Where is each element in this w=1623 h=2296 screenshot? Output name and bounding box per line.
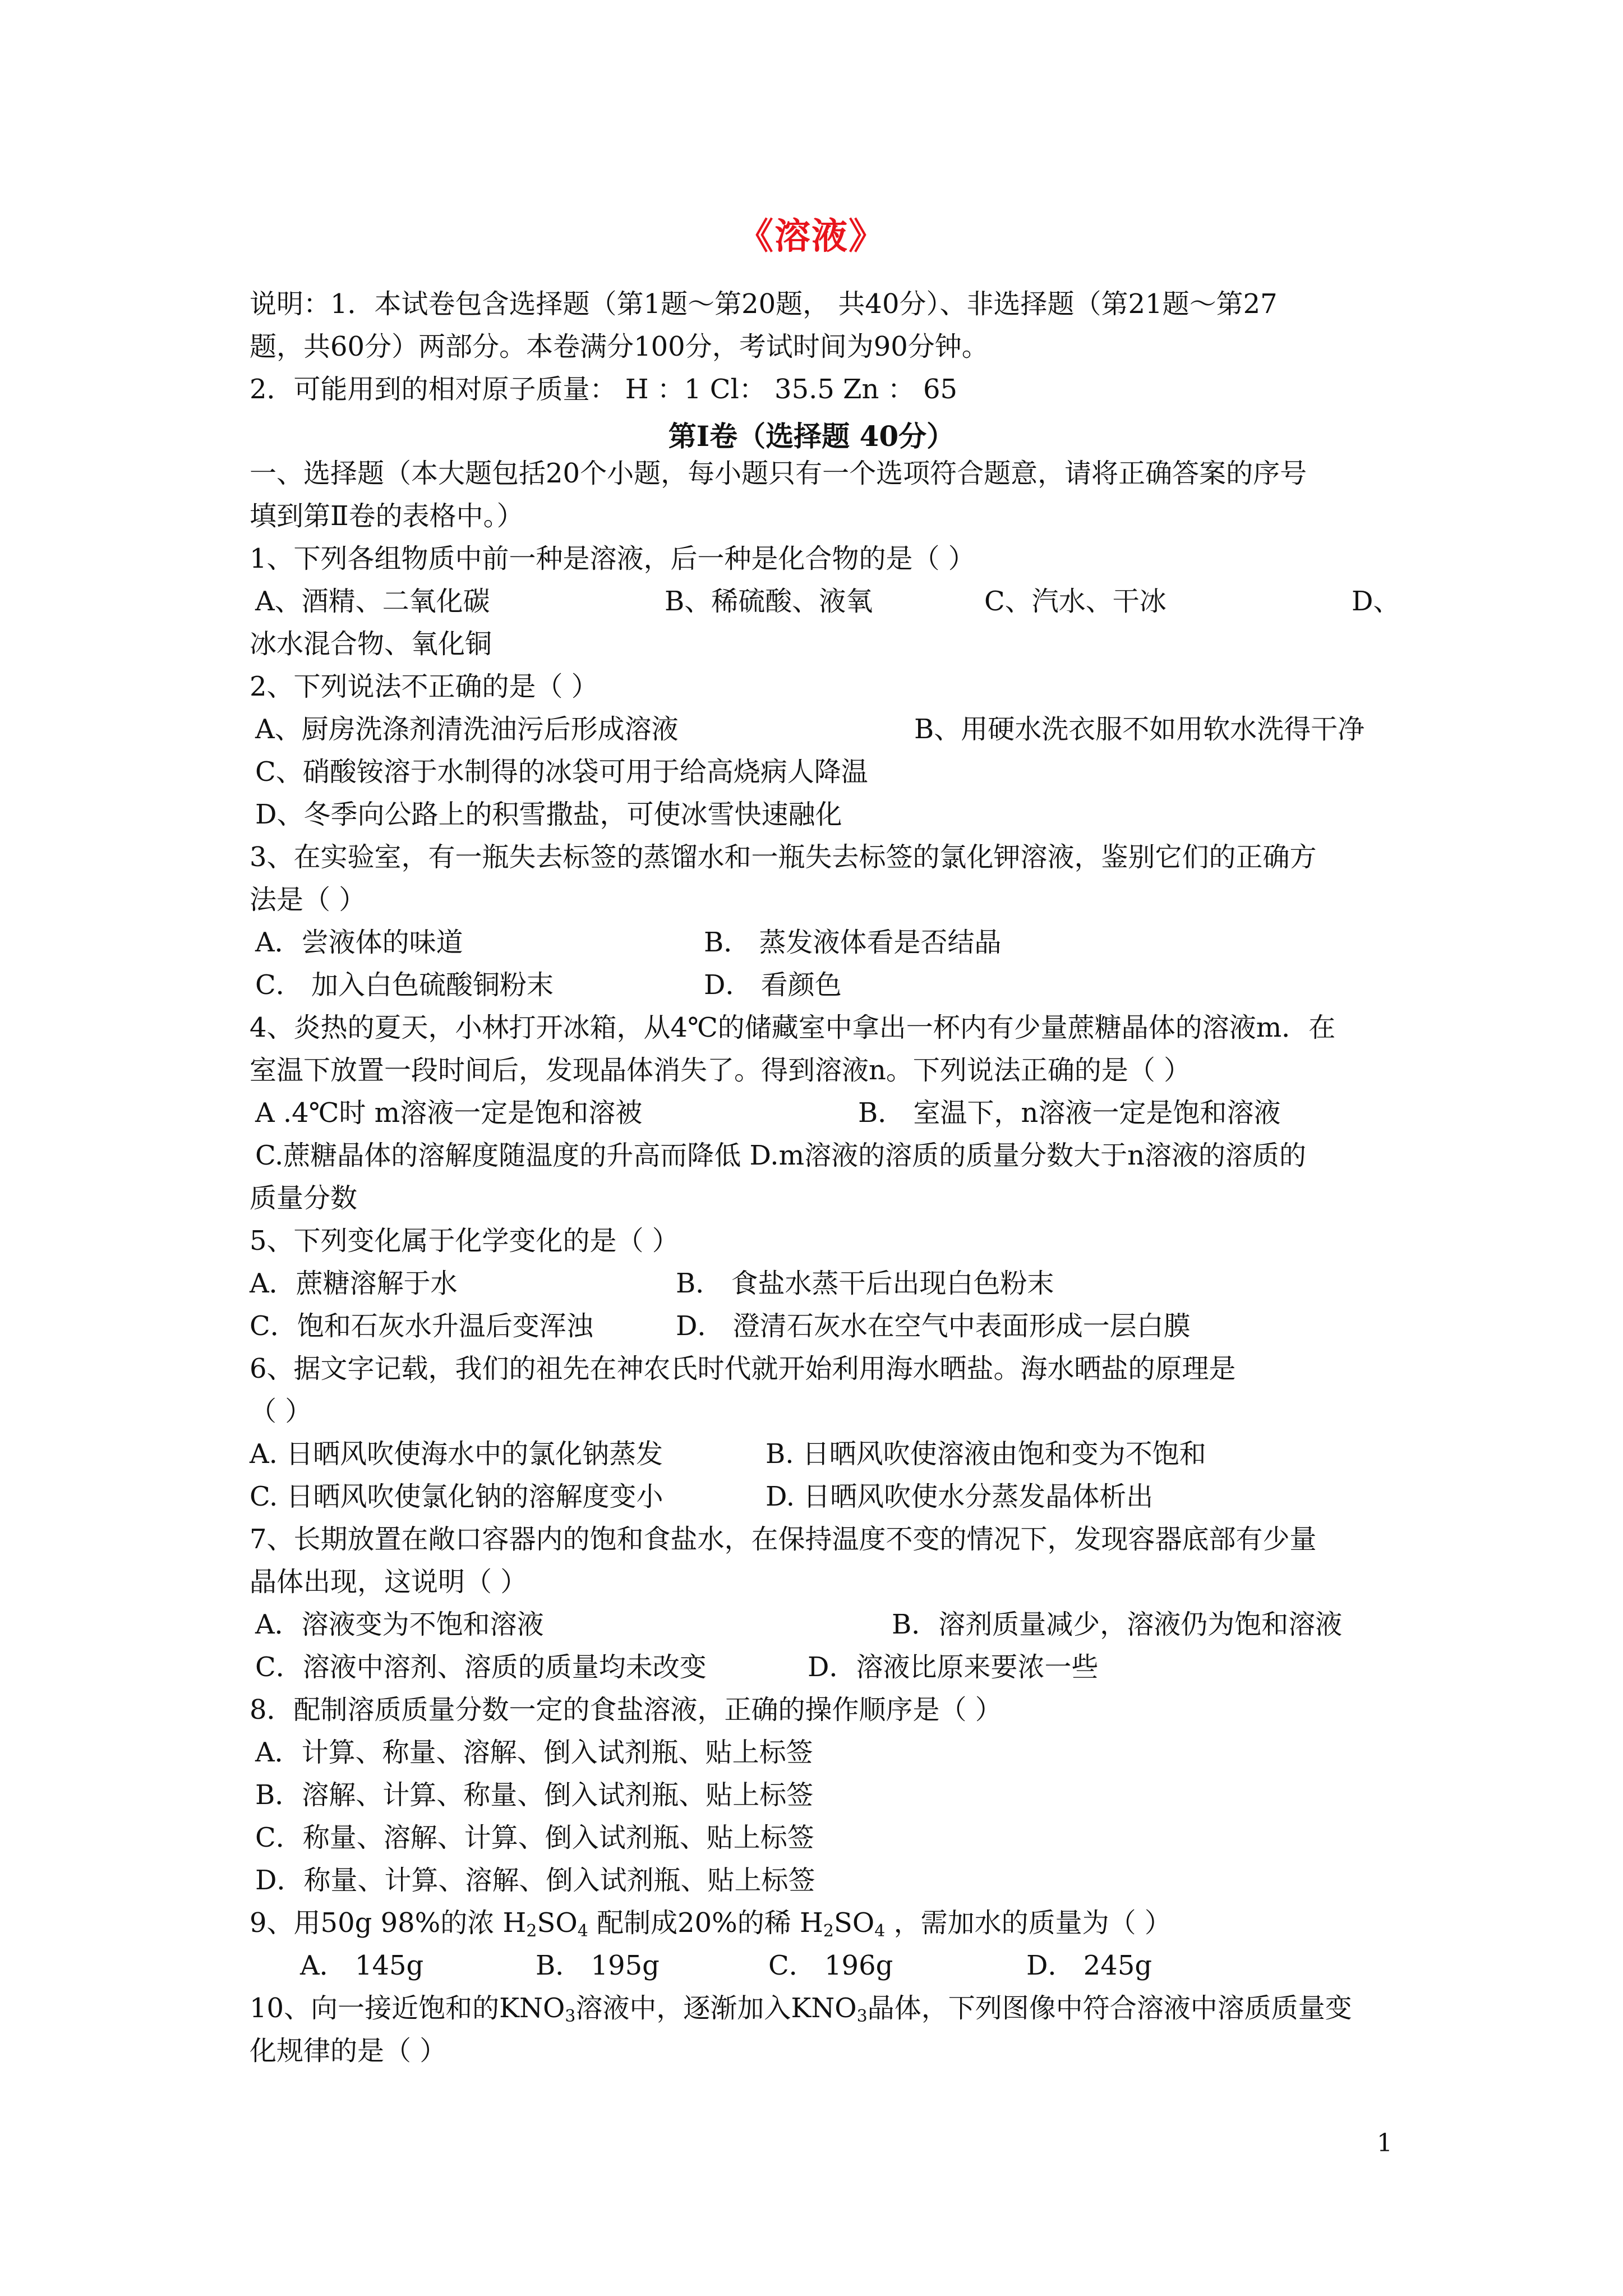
q7-option-c: C．溶液中溶剂、溶质的质量均未改变 (255, 1651, 707, 1683)
q8-stem: 8．配制溶质质量分数一定的食盐溶液，正确的操作顺序是（ ） (250, 1694, 1002, 1726)
q5-option-b: B． 食盐水蒸干后出现白色粉末 (676, 1268, 1054, 1299)
q9-subscript: 2 (823, 1921, 834, 1941)
q1-option-d-cont: 冰水混合物、氧化铜 (250, 628, 492, 660)
q3-option-a: A．尝液体的味道 (255, 927, 463, 958)
q5-option-a: A．蔗糖溶解于水 (250, 1268, 458, 1299)
page-number: 1 (1377, 2129, 1393, 2157)
q4-stem-2: 室温下放置一段时间后，发现晶体消失了。得到溶液n。下列说法正确的是（ ） (250, 1055, 1191, 1086)
q10-subscript: 3 (856, 2007, 868, 2026)
q8-option-c: C．称量、溶解、计算、倒入试剂瓶、贴上标签 (255, 1822, 814, 1853)
q9-stem-part: 配制成20%的稀 H (588, 1907, 823, 1939)
q9-stem-part: 9、用50g 98%的浓 H (250, 1907, 527, 1939)
q3-option-d: D． 看颜色 (704, 969, 842, 1001)
q2-option-c: C、硝酸铵溶于水制得的冰袋可用于给高烧病人降温 (255, 756, 868, 788)
q7-option-d: D．溶液比原来要浓一些 (808, 1651, 1099, 1683)
q6-option-c: C. 日晒风吹使氯化钠的溶解度变小 (250, 1481, 663, 1512)
q2-option-d: D、冬季向公路上的积雪撒盐，可使冰雪快速融化 (255, 799, 842, 830)
section-title: 第Ⅰ卷（选择题 40分） (668, 420, 955, 453)
q7-stem-2: 晶体出现，这说明（ ） (250, 1566, 528, 1598)
q1-option-b: B、稀硫酸、液氧 (665, 586, 873, 617)
q9-option-c: C． 196g (768, 1950, 893, 1981)
q1-stem: 1、下列各组物质中前一种是溶液，后一种是化合物的是（ ） (250, 543, 975, 574)
q3-stem-2: 法是（ ） (250, 884, 366, 915)
q10-stem-part: 晶体，下列图像中符合溶液中溶质质量变 (867, 1993, 1352, 2024)
q4-option-d-cont: 质量分数 (250, 1182, 358, 1214)
q8-option-a: A．计算、称量、溶解、倒入试剂瓶、贴上标签 (255, 1737, 813, 1768)
q2-option-a: A、厨房洗涤剂清洗油污后形成溶液 (255, 714, 679, 745)
q9-subscript: 2 (526, 1921, 537, 1941)
q4-option-b: B． 室温下，n溶液一定是饱和溶液 (858, 1097, 1281, 1129)
q1-option-d: D、 (1352, 586, 1400, 617)
q7-option-b: B．溶剂质量减少，溶液仍为饱和溶液 (892, 1609, 1343, 1640)
q3-option-c: C． 加入白色硫酸铜粉末 (255, 969, 554, 1001)
part1-line-1: 一、选择题（本大题包括20个小题，每小题只有一个选项符合题意，请将正确答案的序号 (250, 458, 1307, 489)
q9-stem-part: SO (834, 1907, 875, 1939)
q10-stem-1 (250, 1991, 1352, 2025)
q5-option-d: D． 澄清石灰水在空气中表面形成一层白膜 (676, 1310, 1191, 1342)
part1-line-2: 填到第Ⅱ卷的表格中。） (250, 500, 524, 532)
q4-option-a: A .4℃时 m溶液一定是饱和溶被 (255, 1097, 643, 1129)
q5-option-c: C．饱和石灰水升温后变浑浊 (250, 1310, 593, 1342)
q9-subscript: 4 (577, 1921, 588, 1941)
q6-option-b: B. 日晒风吹使溶液由饱和变为不饱和 (766, 1438, 1206, 1470)
q4-stem-1: 4、炎热的夏天，小林打开冰箱，从4℃的储藏室中拿出一杯内有少量蔗糖晶体的溶液m．在 (250, 1012, 1336, 1043)
q10-subscript: 3 (565, 2007, 576, 2026)
q2-stem: 2、下列说法不正确的是（ ） (250, 671, 598, 702)
q7-stem-1: 7、长期放置在敞口容器内的饱和食盐水，在保持温度不变的情况下，发现容器底部有少量 (250, 1524, 1317, 1555)
q5-stem: 5、下列变化属于化学变化的是（ ） (250, 1225, 679, 1257)
q7-option-a: A．溶液变为不饱和溶液 (255, 1609, 544, 1640)
page-title: 《溶液》 (737, 215, 886, 257)
q3-stem-1: 3、在实验室，有一瓶失去标签的蒸馏水和一瓶失去标签的氯化钾溶液，鉴别它们的正确方 (250, 841, 1317, 873)
q3-option-b: B． 蒸发液体看是否结晶 (704, 927, 1002, 958)
q6-stem-1: 6、据文字记载，我们的祖先在神农氏时代就开始利用海水晒盐。海水晒盐的原理是 (250, 1353, 1236, 1384)
q2-option-b: B、用硬水洗衣服不如用软水洗得干净 (914, 714, 1365, 745)
q10-stem-2: 化规律的是（ ） (250, 2035, 447, 2067)
q8-option-d: D．称量、计算、溶解、倒入试剂瓶、贴上标签 (255, 1865, 815, 1896)
q10-stem-part: 溶液中，逐渐加入KNO (575, 1993, 857, 2024)
q6-option-d: D. 日晒风吹使水分蒸发晶体析出 (766, 1481, 1154, 1512)
q10-stem-part: 10、向一接近饱和的KNO (250, 1993, 565, 2024)
q9-option-b: B． 195g (536, 1950, 660, 1981)
q9-option-d: D． 245g (1026, 1950, 1152, 1981)
q4-option-cd: C.蔗糖晶体的溶解度随温度的升高而降低 D.m溶液的溶质的质量分数大于n溶液的溶质的 (255, 1140, 1306, 1171)
q1-option-c: C、汽水、干冰 (984, 586, 1166, 617)
q9-stem-part: ，需加水的质量为（ ） (885, 1907, 1172, 1939)
q6-option-a: A. 日晒风吹使海水中的氯化钠蒸发 (250, 1438, 663, 1470)
q9-subscript: 4 (874, 1921, 886, 1941)
q9-option-a: A． 145g (300, 1950, 424, 1981)
q9-stem (250, 1906, 1172, 1940)
q1-option-a: A、酒精、二氧化碳 (255, 586, 490, 617)
intro-line-3: 2．可能用到的相对原子质量： H ：1 Cl： 35.5 Zn ： 65 (250, 374, 958, 405)
q9-stem-part: SO (537, 1907, 578, 1939)
intro-line-1: 说明：1．本试卷包含选择题（第1题～第20题， 共40分）、非选择题（第21题～第27 (250, 288, 1278, 320)
intro-line-2: 题，共60分）两部分。本卷满分100分，考试时间为90分钟。 (250, 331, 989, 362)
q6-stem-2: （ ） (250, 1396, 312, 1427)
q8-option-b: B．溶解、计算、称量、倒入试剂瓶、贴上标签 (255, 1779, 814, 1811)
